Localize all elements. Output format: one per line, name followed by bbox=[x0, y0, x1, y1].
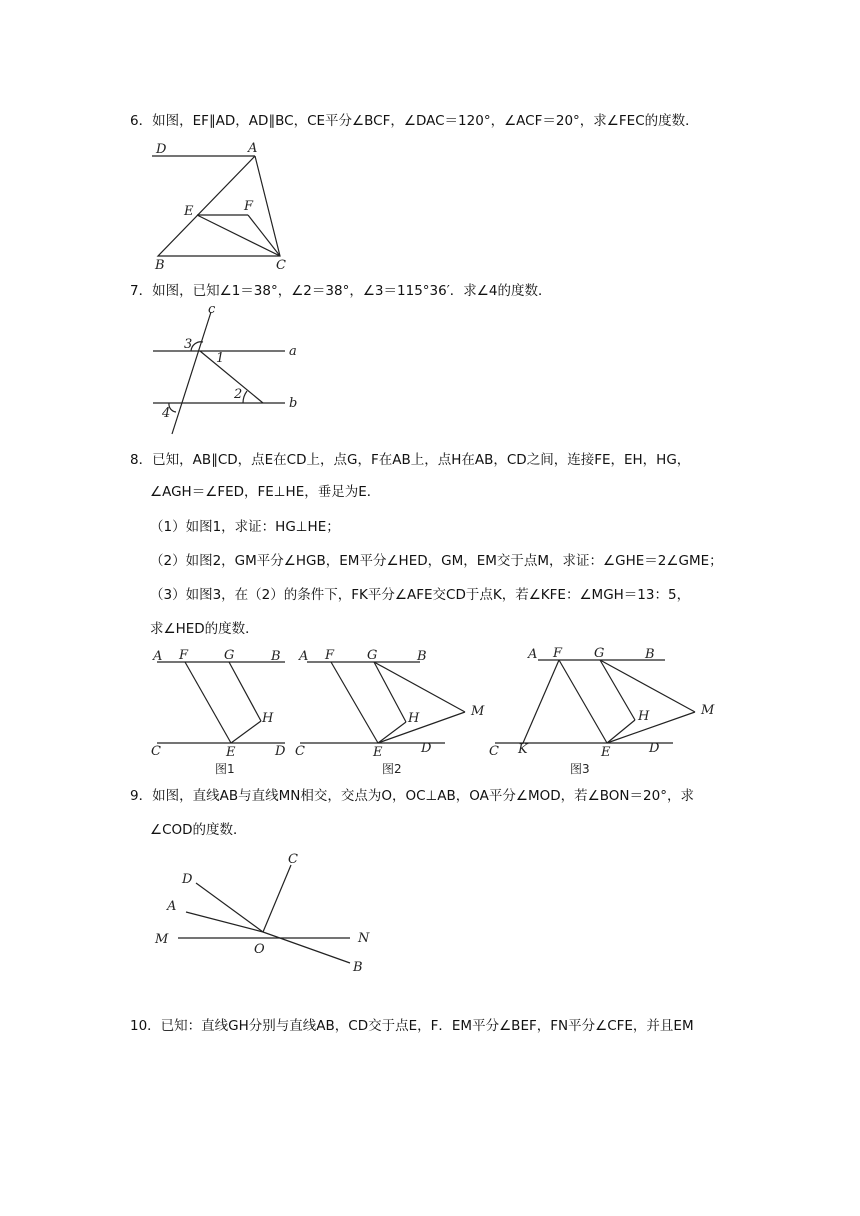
figure-problem-9 bbox=[150, 850, 380, 980]
label-C: C bbox=[295, 744, 305, 759]
label-B: B bbox=[417, 649, 427, 664]
label-C: C bbox=[151, 744, 161, 759]
label-B: B bbox=[645, 647, 655, 662]
label-c: c bbox=[208, 302, 216, 317]
label-A: A bbox=[248, 141, 258, 156]
label-H: H bbox=[262, 711, 274, 726]
label-B: B bbox=[155, 258, 165, 273]
label-K: K bbox=[518, 742, 528, 757]
problem-6-text: 6．如图，EF∥AD，AD∥BC，CE平分∠BCF，∠DAC＝120°，∠ACF＝20°，求∠FEC的度数． bbox=[130, 113, 699, 129]
caption-figure-2: 图2 bbox=[382, 762, 402, 776]
label-A: A bbox=[528, 647, 538, 662]
line-FE bbox=[559, 660, 607, 743]
line-EH bbox=[378, 722, 406, 743]
problem-8-sub-1: （1）如图1，求证：HG⊥HE； bbox=[150, 519, 340, 535]
caption-figure-1: 图1 bbox=[215, 762, 235, 776]
problem-8-line-last: 求∠HED的度数． bbox=[150, 621, 259, 637]
figure-problem-7 bbox=[145, 302, 305, 437]
label-b: b bbox=[289, 396, 298, 411]
line-FK bbox=[523, 660, 559, 743]
line-FE bbox=[185, 662, 231, 743]
label-D: D bbox=[649, 741, 660, 756]
line-FE bbox=[331, 662, 378, 743]
label-E: E bbox=[373, 745, 383, 760]
label-M: M bbox=[701, 703, 715, 718]
line-OC bbox=[263, 865, 291, 932]
label-F: F bbox=[553, 646, 563, 661]
label-D: D bbox=[156, 142, 167, 157]
label-B: B bbox=[353, 960, 363, 975]
label-4: 4 bbox=[162, 406, 171, 421]
figure-8-2 bbox=[295, 648, 485, 776]
label-F: F bbox=[325, 648, 335, 663]
problem-9-line-2: ∠COD的度数． bbox=[150, 822, 247, 838]
label-N: N bbox=[358, 931, 370, 946]
problem-8-sub-2: （2）如图2，GM平分∠HGB，EM平分∠HED，GM，EM交于点M，求证：∠GHE＝2∠GME； bbox=[150, 553, 723, 569]
line-EM bbox=[607, 712, 695, 743]
label-B: B bbox=[271, 649, 281, 664]
label-a: a bbox=[289, 344, 297, 359]
label-3: 3 bbox=[184, 337, 193, 352]
line-OB bbox=[263, 932, 350, 963]
label-H: H bbox=[408, 711, 420, 726]
figure-8-1 bbox=[151, 648, 286, 776]
label-1: 1 bbox=[216, 351, 225, 366]
label-2: 2 bbox=[234, 387, 243, 402]
caption-figure-3: 图3 bbox=[570, 762, 590, 776]
problem-10-line-1: 10．已知：直线GH分别与直线AB，CD交于点E，F．EM平分∠BEF，FN平分∠CFE，并且EM bbox=[130, 1018, 694, 1034]
label-D: D bbox=[421, 741, 432, 756]
label-D: D bbox=[275, 744, 286, 759]
label-C: C bbox=[276, 258, 286, 273]
label-E: E bbox=[184, 204, 194, 219]
label-C: C bbox=[288, 852, 298, 867]
problem-8-sub-3: （3）如图3，在（2）的条件下，FK平分∠AFE交CD于点K，若∠KFE：∠MGH＝13：5， bbox=[150, 587, 691, 603]
problem-7-text: 7．如图，已知∠1＝38°，∠2＝38°，∠3＝115°36′．求∠4的度数． bbox=[130, 283, 552, 299]
label-E: E bbox=[601, 745, 611, 760]
label-A: A bbox=[167, 899, 177, 914]
label-O: O bbox=[254, 942, 265, 957]
label-E: E bbox=[226, 745, 236, 760]
label-G: G bbox=[224, 648, 235, 663]
label-M: M bbox=[155, 932, 169, 947]
label-D: D bbox=[182, 872, 193, 887]
line-EC bbox=[197, 215, 280, 256]
label-F: F bbox=[244, 199, 254, 214]
problem-8-line-1: 8．已知，AB∥CD，点E在CD上，点G，F在AB上，点H在AB，CD之间，连接FE，EH，HG， bbox=[130, 452, 691, 468]
line-OD bbox=[196, 883, 263, 932]
line-GH bbox=[229, 662, 261, 721]
problem-8-line-2: ∠AGH＝∠FED，FE⊥HE，垂足为E． bbox=[150, 484, 381, 500]
line-EH bbox=[607, 720, 635, 743]
label-F: F bbox=[179, 648, 189, 663]
figure-problem-6 bbox=[140, 138, 310, 273]
line-EM bbox=[378, 712, 465, 743]
label-G: G bbox=[367, 648, 378, 663]
label-C: C bbox=[489, 744, 499, 759]
label-H: H bbox=[638, 709, 650, 724]
figure-8-3 bbox=[489, 646, 715, 776]
label-M: M bbox=[471, 704, 485, 719]
problem-9-line-1: 9．如图，直线AB与直线MN相交，交点为O，OC⊥AB，OA平分∠MOD，若∠BON＝20°，求 bbox=[130, 788, 694, 804]
line-c bbox=[172, 312, 211, 434]
label-A: A bbox=[153, 649, 163, 664]
line-transversal bbox=[200, 351, 263, 403]
angle-arc-2 bbox=[243, 391, 247, 403]
line-GM bbox=[600, 660, 695, 712]
triangle-ABC bbox=[158, 156, 280, 256]
label-G: G bbox=[594, 646, 605, 661]
figure-problem-8 bbox=[145, 642, 725, 782]
line-EH bbox=[231, 721, 261, 743]
line-OA bbox=[186, 912, 263, 932]
label-A: A bbox=[299, 649, 309, 664]
